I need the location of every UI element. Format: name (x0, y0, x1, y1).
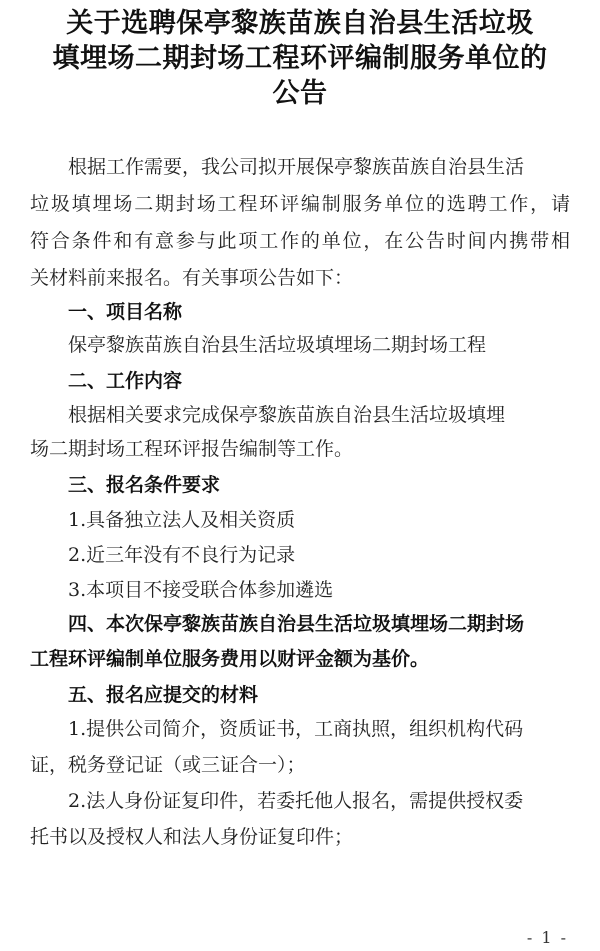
title-line-3: 公告 (272, 78, 328, 109)
section-5-item-2-line-1: 2.法人身份证复印件，若委托他人报名，需提供授权委 (68, 790, 524, 812)
title-line-1: 关于选聘保亭黎族苗族自治县生活垃圾 (66, 8, 534, 39)
section-5-item-1-line-1: 1.提供公司简介，资质证书，工商执照，组织机构代码 (68, 718, 524, 740)
section-4-line-2: 工程环评编制单位服务费用以财评金额为基价。 (30, 648, 430, 670)
section-2-heading: 二、工作内容 (68, 370, 183, 392)
section-3-heading: 三、报名条件要求 (68, 474, 221, 496)
section-5-heading: 五、报名应提交的材料 (68, 684, 259, 706)
page-number: - 1 - (526, 928, 568, 947)
document-title (20, 6, 580, 111)
section-5-item-2-line-2: 托书以及授权人和法人身份证复印件； (30, 826, 354, 848)
section-2-line-2: 场二期封场工程环评报告编制等工作。 (30, 438, 354, 460)
section-1-content: 保亭黎族苗族自治县生活垃圾填埋场二期封场工程 (68, 334, 487, 356)
intro-line-1: 根据工作需要，我公司拟开展保亭黎族苗族自治县生活 (68, 156, 525, 178)
section-4-line-1: 四、本次保亭黎族苗族自治县生活垃圾填埋场二期封场 (68, 613, 525, 635)
section-5-item-1-line-2: 证，税务登记证（或三证合一）； (30, 754, 306, 776)
title-line-2: 填埋场二期封场工程环评编制服务单位的 (52, 43, 548, 74)
intro-line-2: 垃圾填埋场二期封场工程环评编制服务单位的选聘工作，请 (30, 193, 570, 215)
intro-line-4: 关材料前来报名。有关事项公告如下： (30, 267, 354, 289)
section-1-heading: 一、项目名称 (68, 301, 183, 323)
intro-line-3: 符合条件和有意参与此项工作的单位，在公告时间内携带相 (30, 230, 570, 252)
section-3-item-1: 1.具备独立法人及相关资质 (68, 509, 296, 531)
section-3-item-2: 2.近三年没有不良行为记录 (68, 544, 296, 566)
section-2-line-1: 根据相关要求完成保亭黎族苗族自治县生活垃圾填埋 (68, 404, 506, 426)
section-3-item-3: 3.本项目不接受联合体参加遴选 (68, 579, 334, 601)
